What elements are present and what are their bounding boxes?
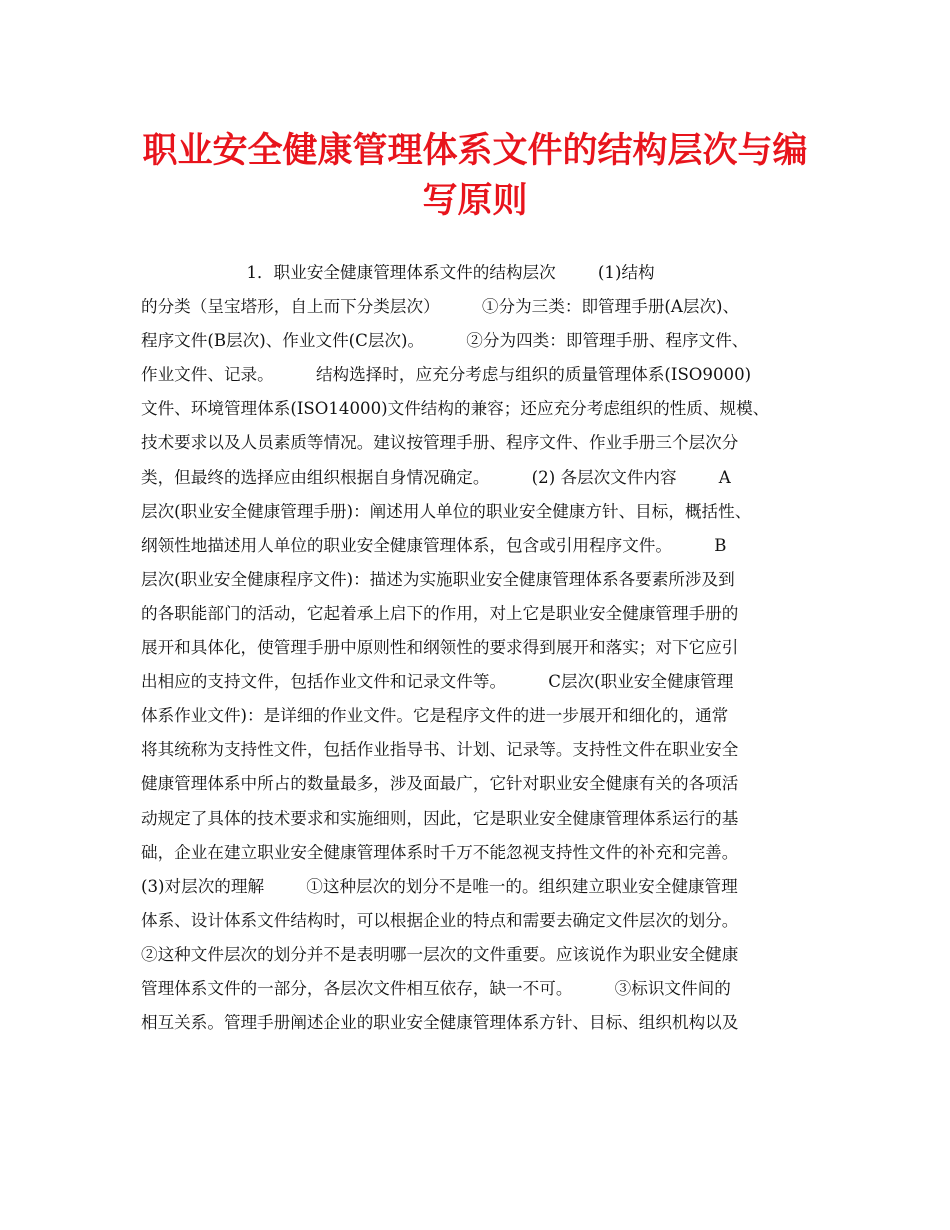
body-line: 展开和具体化，使管理手册中原则性和纲领性的要求得到展开和落实；对下它应引 [141, 638, 739, 658]
body-line: ②这种文件层次的划分并不是表明哪一层次的文件重要。应该说作为职业安全健康 [141, 944, 739, 964]
body-line: 将其统称为支持性文件，包括作业指导书、计划、记录等。支持性文件在职业安全 [141, 740, 739, 760]
body-line: 动规定了具体的技术要求和实施细则，因此，它是职业安全健康管理体系运行的基 [141, 808, 739, 828]
body-line: 的分类（呈宝塔形，自上而下分类层次） ①分为三类：即管理手册(A层次)、 [141, 297, 740, 317]
body-line: 作业文件、记录。 结构选择时，应充分考虑与组织的质量管理体系(ISO9000) [141, 365, 752, 385]
body-line: 层次(职业安全健康程序文件)：描述为实施职业安全健康管理体系各要素所涉及到 [141, 569, 735, 589]
body-line: 类，但最终的选择应由组织根据自身情况确定。 (2) 各层次文件内容 A [141, 467, 731, 487]
body-line: 础，企业在建立职业安全健康管理体系时千万不能忽视支持性文件的补充和完善。 [141, 842, 739, 862]
body-line: (3)对层次的理解 ①这种层次的划分不是唯一的。组织建立职业安全健康管理 [141, 876, 738, 896]
body-line: 纲领性地描述用人单位的职业安全健康管理体系，包含或引用程序文件。 B [141, 535, 727, 555]
body-line: 体系、设计体系文件结构时，可以根据企业的特点和需要去确定文件层次的划分。 [141, 910, 739, 930]
body-line: 1．职业安全健康管理体系文件的结构层次 (1)结构 [141, 263, 655, 282]
body-line: 健康管理体系中所占的数量最多，涉及面最广，它针对职业安全健康有关的各项活 [141, 774, 739, 794]
title-line-2: 写原则 [422, 180, 528, 221]
title-line-1: 职业安全健康管理体系文件的结构层次与编 [142, 130, 808, 171]
body-line: 技术要求以及人员素质等情况。建议按管理手册、程序文件、作业手册三个层次分 [141, 433, 739, 453]
document-title [100, 126, 850, 226]
body-line: 体系作业文件)：是详细的作业文件。它是程序文件的进一步展开和细化的，通常 [141, 706, 729, 726]
body-line: 层次(职业安全健康管理手册)：阐述用人单位的职业安全健康方针、目标，概括性、 [141, 501, 752, 521]
body-line: 的各职能部门的活动，它起着承上启下的作用，对上它是职业安全健康管理手册的 [141, 603, 739, 623]
document-body [141, 256, 811, 1040]
body-line: 相互关系。管理手册阐述企业的职业安全健康管理体系方针、目标、组织机构以及 [141, 1013, 739, 1033]
body-line: 出相应的支持文件，包括作业文件和记录文件等。 C层次(职业安全健康管理 [141, 672, 734, 692]
body-line: 程序文件(B层次)、作业文件(C层次)。 ②分为四类：即管理手册、程序文件、 [141, 331, 749, 351]
body-line: 管理体系文件的一部分，各层次文件相互依存，缺一不可。 ③标识文件间的 [141, 978, 731, 998]
body-line: 文件、环境管理体系(ISO14000)文件结构的兼容；还应充分考虑组织的性质、规模、 [141, 399, 770, 419]
